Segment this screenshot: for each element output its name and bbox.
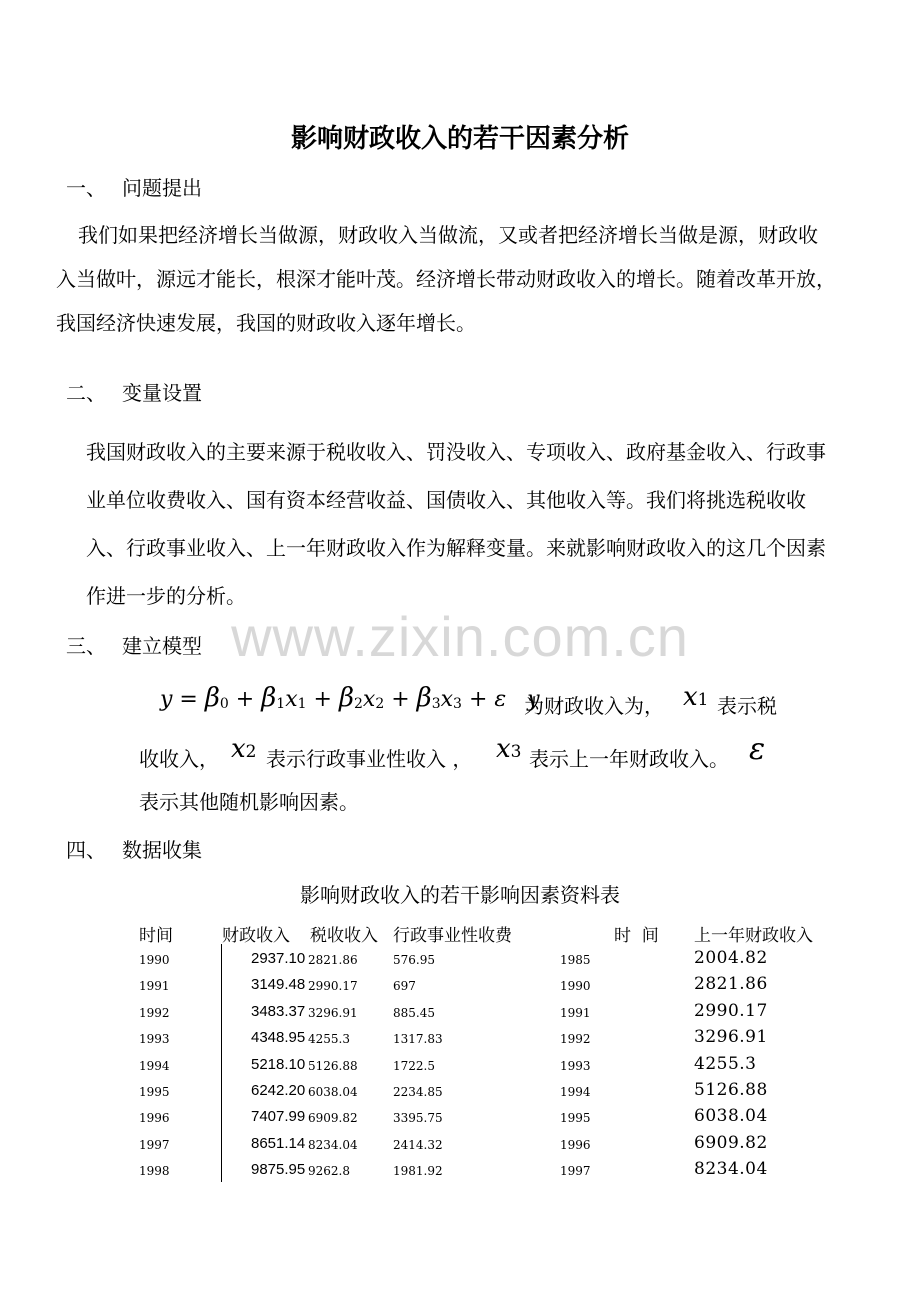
cell-prev: 8234.04 — [694, 1159, 768, 1180]
cell-prev: 2004.82 — [694, 948, 768, 968]
header-revenue: 财政收入 — [222, 926, 290, 946]
cell-admin: 1317.83 — [393, 1032, 443, 1047]
cell-admin: 885.45 — [393, 1005, 435, 1020]
cell-admin: 697 — [393, 979, 416, 994]
document-title: 影响财政收入的若干因素分析 — [290, 124, 629, 154]
cell-prev: 2990.17 — [694, 1000, 768, 1021]
cell-prev: 6038.04 — [694, 1106, 768, 1127]
cell-tax: 5126.88 — [308, 1058, 358, 1073]
section-number: 三、 — [66, 634, 106, 658]
section-label: 变量设置 — [122, 381, 202, 405]
cell-tax: 6909.82 — [308, 1111, 358, 1126]
model-desc-x3: 表示上一年财政收入。 — [529, 747, 729, 771]
cell-revenue: 3483.37 — [251, 1002, 306, 1020]
model-desc-x1b: 收收入， — [139, 747, 219, 771]
section-label: 问题提出 — [122, 176, 202, 200]
cell-year: 1997 — [139, 1137, 170, 1152]
model-desc-epsilon: 表示其他随机影响因素。 — [139, 790, 359, 814]
cell-year: 1996 — [139, 1111, 170, 1126]
cell-prev: 2821.86 — [694, 974, 768, 995]
cell-revenue: 2937.10 — [251, 950, 306, 967]
section-heading-1 — [66, 172, 202, 201]
cell-prev: 4255.3 — [694, 1053, 757, 1074]
cell-tax: 6038.04 — [308, 1085, 358, 1099]
table-title: 影响财政收入的若干影响因素资料表 — [300, 883, 620, 907]
cell-revenue: 3149.48 — [251, 976, 306, 994]
cell-year: 1990 — [139, 953, 170, 967]
var-x3: x3 — [496, 734, 522, 764]
cell-prev: 3296.91 — [694, 1027, 768, 1048]
paragraph-variables: 我国财政收入的主要来源于税收收入、罚没收入、专项收入、政府基金收入、行政事业单位收费收入、国有资本经营收益、国债收入、其他收入等。我们将挑选税收收入、行政事业收入、上一年财政收入作为解释变量。来就影响财政收入的这几个因素作进一步的分析。 — [86, 440, 826, 608]
section-label: 数据收集 — [122, 838, 202, 862]
cell-tax: 8234.04 — [308, 1137, 358, 1152]
section-number: 四、 — [66, 838, 106, 862]
cell-revenue: 4348.95 — [251, 1029, 306, 1047]
header-time: 时间 — [139, 926, 173, 946]
var-x2: x2 — [231, 734, 257, 764]
cell-revenue: 6242.20 — [251, 1082, 306, 1099]
cell-admin: 576.95 — [393, 953, 435, 967]
cell-year2: 1993 — [560, 1058, 591, 1073]
header-admin-fees: 行政事业性收费 — [393, 926, 512, 946]
section-number: 二、 — [66, 381, 106, 405]
var-x1: x1 — [683, 682, 709, 712]
cell-year2: 1997 — [560, 1164, 591, 1179]
cell-admin: 2414.32 — [393, 1137, 443, 1152]
cell-tax: 4255.3 — [308, 1032, 350, 1047]
cell-admin: 1981.92 — [393, 1164, 443, 1179]
cell-year2: 1992 — [560, 1032, 591, 1047]
model-desc-y: 为财政收入为， — [524, 694, 664, 718]
header-prev-revenue: 上一年财政收入 — [694, 926, 813, 946]
cell-admin: 2234.85 — [393, 1085, 443, 1099]
cell-prev: 5126.88 — [694, 1080, 768, 1100]
table-divider-line — [221, 944, 222, 1182]
cell-tax: 2990.17 — [308, 979, 358, 994]
model-desc-x1: 表示税 — [717, 694, 777, 718]
cell-tax: 3296.91 — [308, 1005, 358, 1020]
regression-formula: $y = \beta_0 + \beta_1x_1 + \beta_2x_2 + \beta_3x_3 + \varepsilon$ y — [160, 683, 540, 713]
section-heading-4 — [66, 834, 202, 863]
section-heading-3 — [66, 630, 202, 659]
cell-year: 1998 — [139, 1164, 170, 1179]
cell-revenue: 9875.95 — [251, 1161, 306, 1179]
cell-admin: 3395.75 — [393, 1111, 443, 1126]
cell-year2: 1990 — [560, 979, 591, 994]
header-time-2: 时 间 — [614, 926, 659, 946]
cell-tax: 9262.8 — [308, 1164, 350, 1179]
section-label: 建立模型 — [122, 634, 202, 658]
cell-prev: 6909.82 — [694, 1132, 768, 1153]
cell-admin: 1722.5 — [393, 1058, 435, 1073]
cell-revenue: 7407.99 — [251, 1108, 306, 1126]
cell-year2: 1994 — [560, 1085, 591, 1099]
cell-year2: 1985 — [560, 953, 591, 967]
cell-year2: 1991 — [560, 1005, 591, 1020]
section-heading-2 — [66, 377, 202, 406]
cell-year: 1994 — [139, 1058, 170, 1073]
cell-revenue: 5218.10 — [251, 1055, 306, 1073]
cell-year2: 1995 — [560, 1111, 591, 1126]
paragraph-problem: 我们如果把经济增长当做源，财政收入当做流，又或者把经济增长当做是源，财政收入当做叶，源远才能长，根深才能叶茂。经济增长带动财政收入的增长。随着改革开放，我国经济快速发展，我国的财政收入逐年增长。 — [56, 223, 836, 335]
section-number: 一、 — [66, 176, 106, 200]
cell-year: 1992 — [139, 1005, 170, 1020]
cell-year: 1993 — [139, 1032, 170, 1047]
cell-tax: 2821.86 — [308, 953, 358, 967]
watermark: www.zixin.com.cn — [231, 605, 689, 668]
cell-year2: 1996 — [560, 1137, 591, 1152]
header-tax: 税收收入 — [310, 926, 378, 946]
cell-year: 1995 — [139, 1085, 170, 1099]
model-desc-x2: 表示行政事业性收入 ， — [266, 747, 473, 771]
cell-year: 1991 — [139, 979, 170, 994]
cell-revenue: 8651.14 — [251, 1134, 306, 1152]
var-epsilon: ε — [749, 732, 766, 767]
